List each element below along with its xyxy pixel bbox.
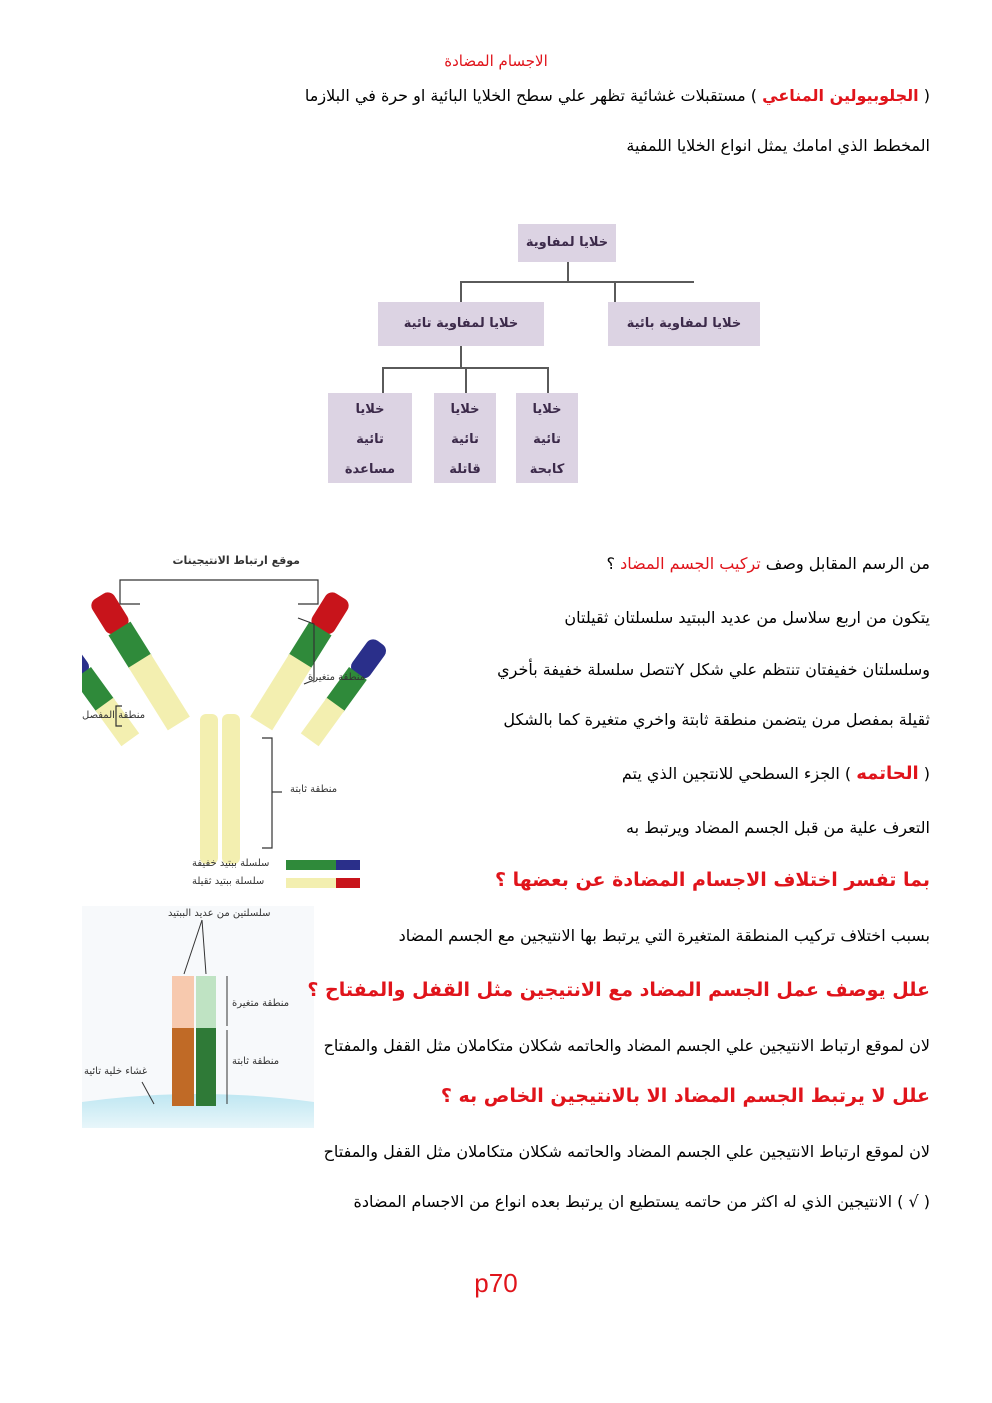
- label-membrane: غشاء خلية تائية: [84, 1066, 148, 1077]
- connector: [547, 367, 549, 393]
- intro-term: الجلوبيولين المناعي: [762, 86, 919, 105]
- t-cell-receptor-figure: [82, 906, 314, 1128]
- question-1: بما تفسر اختلاف الاجسام المضادة عن بعضها ؟: [494, 869, 930, 891]
- answer-2: لان لموقع ارتباط الانتيجين علي الجسم المضاد والحاتمه شكلان متكاملان مثل القفل والمفتاح: [323, 1036, 930, 1055]
- answer-3: لان لموقع ارتباط الانتيجين علي الجسم المضاد والحاتمه شكلان متكاملان مثل القفل والمفتاح: [323, 1142, 930, 1161]
- question-3: علل لا يرتبط الجسم المضاد الا بالانتيجين الخاص به ؟: [440, 1085, 930, 1107]
- connector: [382, 367, 384, 393]
- leaf-line: خلايا: [355, 402, 385, 417]
- page-title: الاجسام المضادة: [444, 52, 548, 70]
- box-helper-t: [328, 393, 412, 483]
- receptor-svg: [82, 906, 314, 1128]
- leaf-line: تائية: [451, 432, 479, 447]
- leaf-line: تائية: [356, 432, 384, 447]
- question-term: تركيب الجسم المضاد: [620, 554, 761, 573]
- label-variable-region: منطقة متغيرة: [232, 998, 290, 1009]
- box-t-lymphocytes: خلايا لمفاوية تائية: [378, 302, 544, 346]
- box-suppressor-t: [516, 393, 578, 483]
- question-2: علل يوصف عمل الجسم المضاد مع الانتيجين مثل القفل والمفتاح ؟: [307, 979, 930, 1001]
- intro-definition: [305, 84, 930, 108]
- leaf-line: خلايا: [532, 402, 562, 417]
- diagram-caption: المخطط الذي امامك يمثل انواع الخلايا اللمفية: [626, 136, 930, 155]
- leaf-line: خلايا: [450, 402, 480, 417]
- epitope-term: الحاتمه: [856, 763, 919, 784]
- final-statement: ( √ ) الانتيجين الذي له اكثر من حاتمه يستطيع ان يرتبط بعده انواع من الاجسام المضادة: [353, 1192, 930, 1211]
- label-two-chains: سلسلتين من عديد الببتيد: [168, 908, 271, 919]
- answer-1: بسبب اختلاف تركيب المنطقة المتغيرة التي يرتبط بها الانتيجين مع الجسم المضاد: [398, 926, 930, 945]
- page-number: p70: [474, 1268, 518, 1298]
- question-pre: من الرسم المقابل وصف: [760, 554, 930, 573]
- intro-open: (: [918, 86, 930, 105]
- epitope-open: (: [918, 764, 930, 783]
- leaf-line: كابحة: [529, 462, 565, 477]
- label-light-chain: سلسلة ببتيد خفيفة: [192, 858, 270, 869]
- antibody-svg: [82, 548, 402, 900]
- box-lymphocytes: خلايا لمفاوية: [518, 224, 616, 262]
- leaf-line: قاتلة: [449, 462, 481, 477]
- label-constant-region: منطقة ثابتة: [232, 1056, 280, 1067]
- label-constant-region: منطقة ثابتة: [290, 784, 338, 795]
- structure-line-1: يتكون من اربع سلاسل من عديد الببتيد سلسلتان ثقيلتان: [564, 608, 930, 627]
- connector: [460, 346, 462, 368]
- epitope-rest: ) الجزء السطحي للانتجين الذي يتم: [621, 764, 857, 783]
- intro-rest: ) مستقبلات غشائية تظهر علي سطح الخلايا البائية او حرة في البلازما: [304, 86, 763, 105]
- label-heavy-chain: سلسلة ببتيد ثقيلة: [192, 876, 265, 887]
- structure-question: [607, 552, 930, 576]
- label-variable-region: منطقة متغيرة: [308, 672, 366, 683]
- connector: [460, 281, 694, 283]
- connector: [460, 281, 462, 303]
- leaf-line: تائية: [533, 432, 561, 447]
- leaf-line: مساعدة: [344, 462, 396, 477]
- connector: [614, 281, 616, 303]
- structure-line-2: وسلسلتان خفيفتان تنتظم علي شكل Yتتصل سلسلة خفيفة بأخري: [497, 660, 930, 679]
- box-b-lymphocytes: خلايا لمفاوية بائية: [608, 302, 760, 346]
- epitope-line-2: التعرف علية من قبل الجسم المضاد ويرتبط به: [626, 818, 930, 837]
- epitope-definition: [622, 762, 930, 786]
- label-hinge-region: منطقة المفصل: [82, 710, 146, 721]
- lymphocyte-hierarchy-diagram: [322, 218, 742, 488]
- label-binding-site: موقع ارتباط الانتيجينات: [172, 554, 300, 567]
- antibody-structure-figure: [82, 548, 402, 900]
- question-post: ؟: [606, 554, 621, 573]
- connector: [465, 367, 467, 393]
- connector: [567, 262, 569, 282]
- box-killer-t: [434, 393, 496, 483]
- structure-line-3: ثقيلة بمفصل مرن يتضمن منطقة ثابتة واخري متغيرة كما بالشكل: [503, 710, 930, 729]
